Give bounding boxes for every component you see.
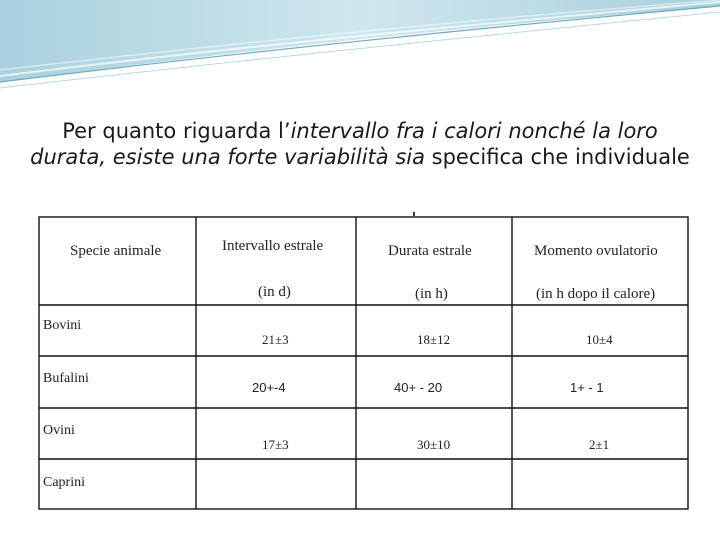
table-row-species: Bufalini bbox=[43, 371, 89, 386]
header-interval: Intervallo estrale bbox=[222, 238, 324, 254]
estrous-table bbox=[38, 216, 689, 510]
table-row-species: Caprini bbox=[43, 475, 85, 490]
header-duration-unit: (in h) bbox=[415, 286, 448, 302]
header-interval-unit: (in d) bbox=[258, 284, 291, 300]
decorative-banner bbox=[0, 0, 720, 95]
table-row-duration: 30±10 bbox=[417, 437, 451, 452]
header-duration: Durata estrale bbox=[388, 243, 472, 259]
table-row-duration: 40+ - 20 bbox=[394, 380, 443, 395]
table-row-duration: 18±12 bbox=[417, 332, 451, 347]
table-row-ovulation: 1+ - 1 bbox=[570, 380, 604, 395]
slide-title bbox=[30, 118, 690, 170]
header-ovulation-unit: (in h dopo il calore) bbox=[536, 286, 656, 302]
title-text-part1: Per quanto riguarda l’ bbox=[62, 119, 291, 143]
table-row-ovulation: 10±4 bbox=[586, 332, 613, 347]
header-ovulation: Momento ovulatorio bbox=[534, 243, 658, 259]
header-species: Specie animale bbox=[70, 243, 162, 259]
table-row-species: Ovini bbox=[43, 423, 75, 438]
title-text-part2: specifica che individuale bbox=[424, 145, 690, 169]
table-grid bbox=[38, 216, 689, 510]
table-row-interval: 17±3 bbox=[262, 437, 289, 452]
title-text-italic: intervallo fra i calori nonché la loro durata, esiste una forte variabilità sia bbox=[30, 119, 658, 169]
table-row-ovulation: 2±1 bbox=[589, 437, 610, 452]
table-row-species: Bovini bbox=[43, 318, 82, 333]
table-row-interval: 21±3 bbox=[262, 332, 289, 347]
table-row-interval: 20+-4 bbox=[252, 380, 286, 395]
